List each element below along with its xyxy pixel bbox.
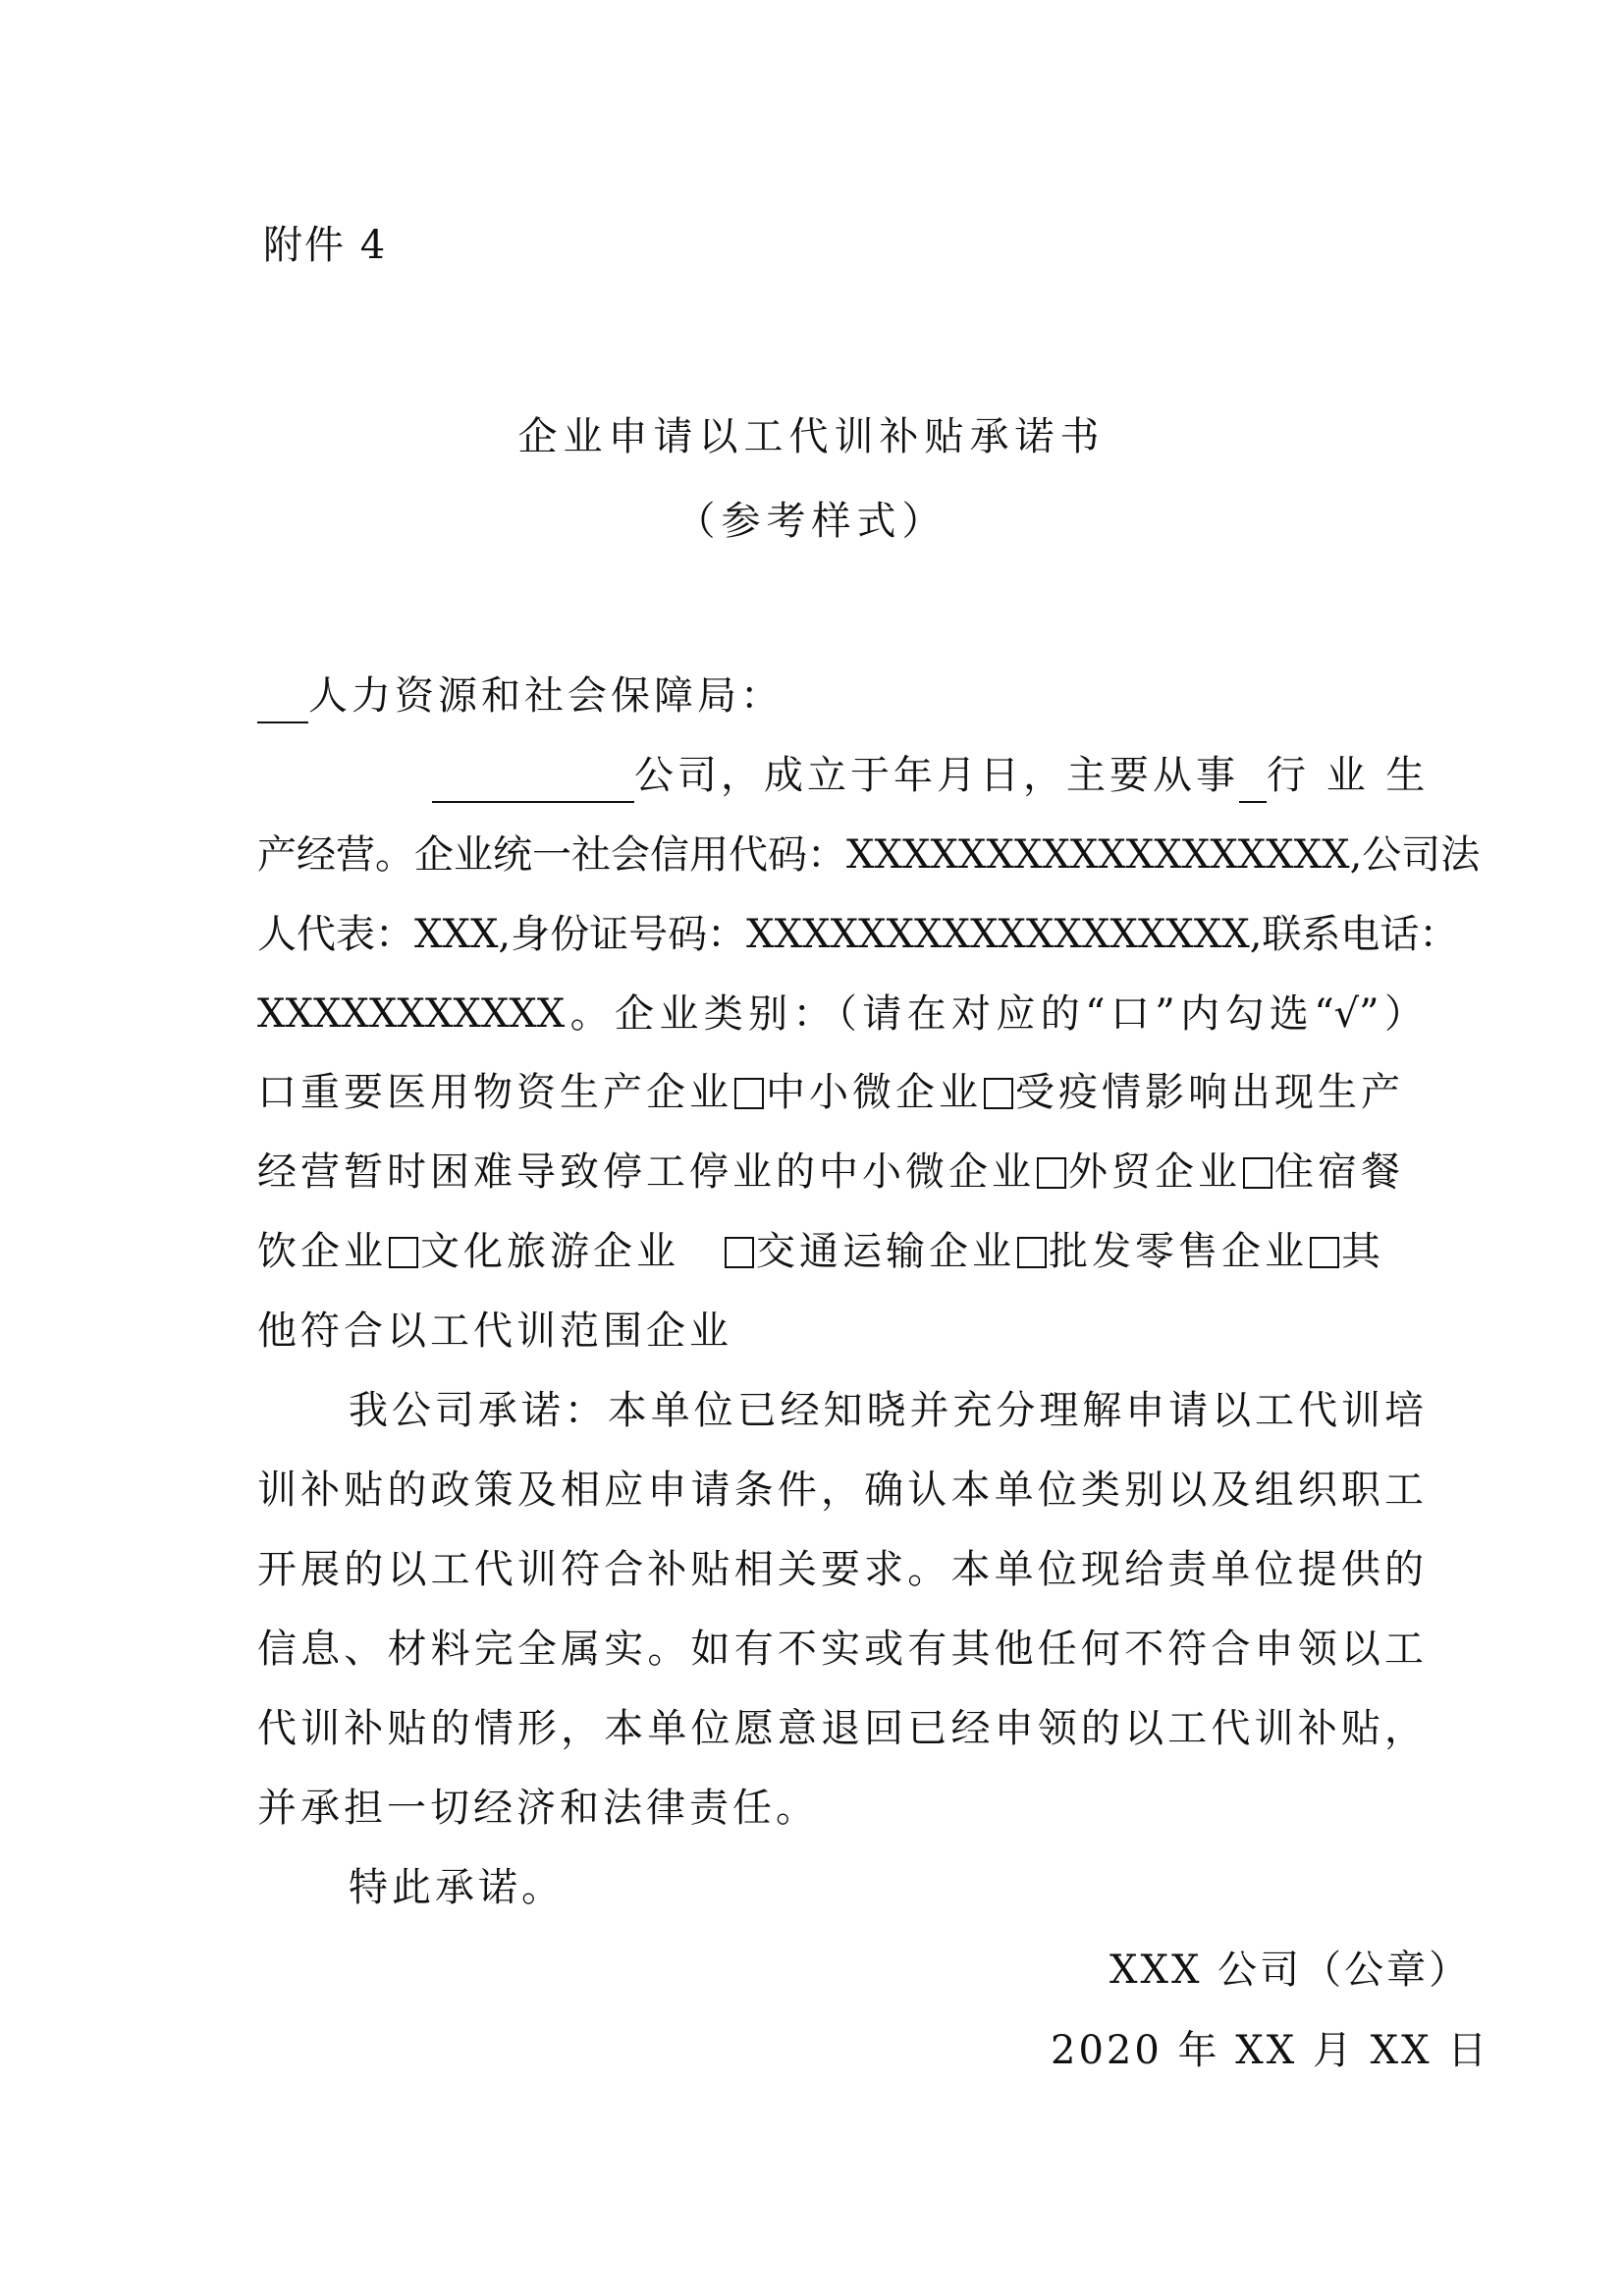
signature-company: XXX 公司（公章）	[1109, 1948, 1472, 1993]
addressee-text: 人力资源和社会保障局：	[308, 673, 784, 719]
category-epidemic-b: 经营暂时困难导致停工停业的中小微企业	[257, 1149, 1035, 1195]
category-other-a: 其	[1341, 1229, 1384, 1274]
commitment-line-6: 并承担一切经济和法律责任。	[257, 1786, 819, 1831]
company-line-1	[257, 748, 1429, 803]
category-transport: 交通运输企业	[756, 1229, 1015, 1274]
industry-blank	[1239, 758, 1267, 803]
company-line-1-text: 公司，成立于年月日，主要从事	[634, 753, 1239, 798]
document-title: 企业申请以工代训补贴承诺书	[517, 414, 1106, 459]
attachment-label: 附件 4	[263, 223, 388, 268]
category-foreign-trade: 外贸企业	[1068, 1149, 1241, 1195]
category-line-4: 他符合以工代训范围企业	[257, 1308, 732, 1354]
company-line-3: 人代表：XXX,身份证号码：XXXXXXXXXXXXXXXXXX,联系电话：	[257, 912, 1459, 957]
addressee-blank	[257, 678, 308, 723]
checkbox-wholesale-retail[interactable]	[1017, 1237, 1047, 1268]
category-culture-tourism: 文化旅游企业	[420, 1229, 679, 1274]
category-epidemic-a: 受疫情影响出现生产	[1015, 1070, 1404, 1115]
category-line-3	[257, 1224, 1384, 1279]
checkbox-other[interactable]	[1310, 1237, 1339, 1268]
commitment-line-2: 训补贴的政策及相应申请条件，确认本单位类别以及组织职工	[257, 1468, 1424, 1513]
checkbox-hospitality[interactable]	[1243, 1157, 1272, 1189]
category-sme: 中小微企业	[766, 1070, 982, 1115]
document-subtitle: （参考样式）	[676, 499, 947, 544]
checkbox-epidemic-affected[interactable]	[984, 1078, 1013, 1109]
company-line-1-end: 行 业 生	[1267, 753, 1430, 798]
category-hospitality-b: 饮企业	[257, 1229, 387, 1274]
checkbox-transport[interactable]	[725, 1237, 754, 1268]
company-name-blank	[432, 758, 634, 803]
category-mark-1: 口	[257, 1070, 300, 1115]
commitment-line-1: 我公司承诺：本单位已经知晓并充分理解申请以工代训培	[349, 1388, 1424, 1433]
category-medical: 重要医用物资生产企业	[300, 1070, 732, 1115]
commitment-line-3: 开展的以工代训符合补贴相关要求。本单位现给责单位提供的	[257, 1547, 1424, 1592]
addressee-line	[257, 668, 784, 723]
company-line-2: 产经营。企业统一社会信用代码：XXXXXXXXXXXXXXXXXX,公司法	[257, 832, 1481, 878]
commitment-line-5: 代训补贴的情形，本单位愿意退回已经申领的以工代训补贴，	[257, 1706, 1424, 1751]
closing-statement: 特此承诺。	[349, 1865, 565, 1910]
checkbox-foreign-trade[interactable]	[1037, 1157, 1066, 1189]
category-wholesale-retail: 批发零售企业	[1049, 1229, 1308, 1274]
category-line-1	[257, 1065, 1404, 1120]
signature-date: 2020 年 XX 月 XX 日	[1051, 2028, 1490, 2073]
checkbox-culture-tourism[interactable]	[389, 1237, 418, 1268]
category-hospitality-a: 住宿餐	[1274, 1149, 1404, 1195]
checkbox-sme[interactable]	[734, 1078, 764, 1109]
category-line-2	[257, 1145, 1404, 1200]
commitment-line-4: 信息、材料完全属实。如有不实或有其他任何不符合申领以工	[257, 1627, 1424, 1672]
company-line-4: XXXXXXXXXXX。企业类别：（请在对应的“口”内勾选“√”）	[257, 991, 1424, 1037]
